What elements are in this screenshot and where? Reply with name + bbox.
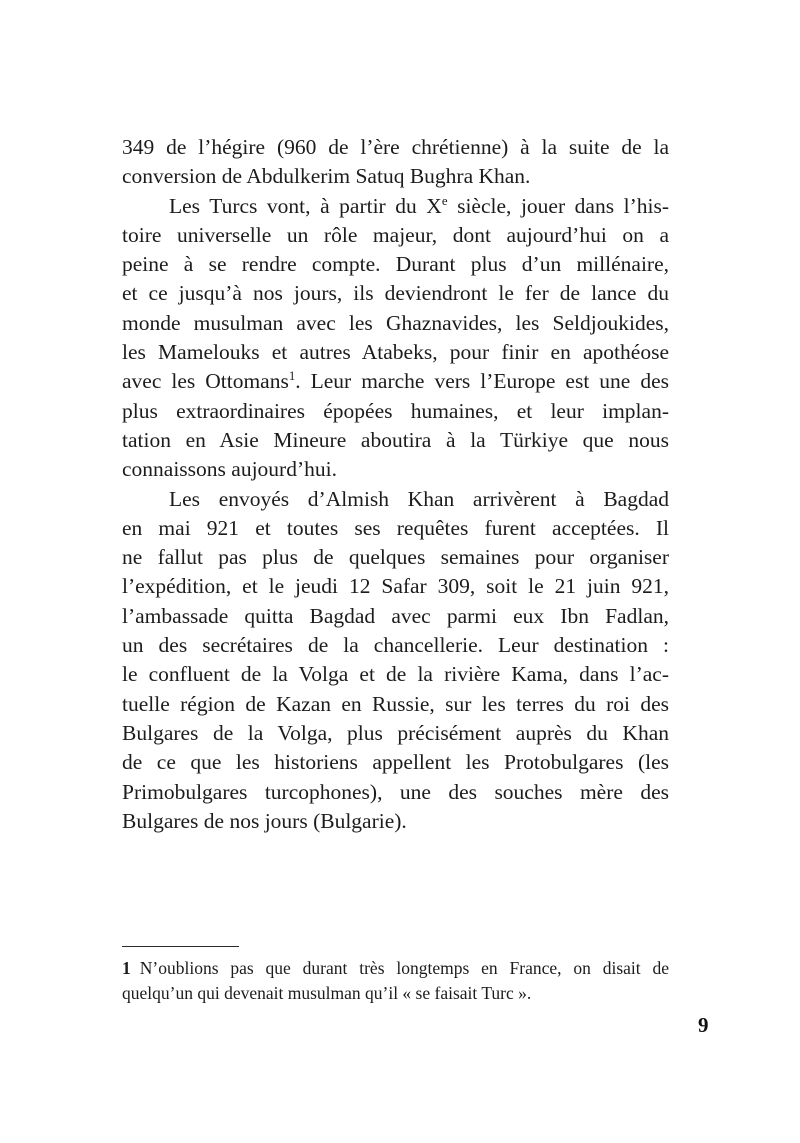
footnote-text-line-1: N’oublions pas que durant très longtemps en France, on disait de (139, 958, 669, 978)
text-line: les Mamelouks et autres Atabeks, pour finir en apothéose (122, 340, 669, 365)
text-line: conversion de Abdulkerim Satuq Bughra Khan. (122, 164, 531, 189)
paragraph (122, 485, 669, 837)
text-line: plus extraordinaires épopées humaines, et leur implan- (122, 398, 669, 423)
text-line: et ce jusqu’à nos jours, ils deviendront le fer de lance du (122, 281, 669, 306)
text-line: Primobulgares turcophones), une des souches mère des (122, 779, 669, 804)
text-line: en mai 921 et toutes ses requêtes furent acceptées. Il (122, 515, 669, 540)
text-line: tation en Asie Mineure aboutira à la Türkiye que nous (122, 427, 669, 452)
footnote-section (122, 946, 669, 1005)
paragraph (122, 192, 669, 485)
footnote-line-1 (122, 956, 669, 981)
text-line: peine à se rendre compte. Durant plus d’un millénaire, (122, 252, 669, 277)
text-line: Les Turcs vont, à partir du Xe siècle, jouer dans l’his- (169, 193, 669, 218)
text-line: monde musulman avec les Ghaznavides, les Seldjoukides, (122, 310, 669, 335)
text-line: connaissons aujourd’hui. (122, 457, 337, 482)
footnote-separator-rule (122, 946, 239, 947)
text-line: Bulgares de la Volga, plus précisément auprès du Khan (122, 720, 669, 745)
text-line: un des secrétaires de la chancellerie. Leur destination : (122, 633, 669, 658)
text-line: l’expédition, et le jeudi 12 Safar 309, soit le 21 juin 921, (122, 574, 669, 599)
text-line: Les envoyés d’Almish Khan arrivèrent à Bagdad (169, 486, 669, 511)
paragraph (122, 133, 669, 192)
body-text (122, 133, 669, 836)
text-line: ne fallut pas plus de quelques semaines pour organiser (122, 545, 669, 570)
footnote-line-2: quelqu’un qui devenait musulman qu’il « se faisait Turc ». (122, 982, 532, 1003)
page-number: 9 (698, 1013, 709, 1037)
text-line: l’ambassade quitta Bagdad avec parmi eux Ibn Fadlan, (122, 603, 669, 628)
text-line: le confluent de la Volga et de la rivière Kama, dans l’ac- (122, 662, 669, 687)
text-line: Bulgares de nos jours (Bulgarie). (122, 808, 407, 833)
text-line: de ce que les historiens appellent les Protobulgares (les (122, 750, 669, 775)
footnote-number: 1 (122, 958, 131, 978)
text-line: 349 de l’hégire (960 de l’ère chrétienne) à la suite de la (122, 135, 669, 159)
text-line: avec les Ottomans$^1$. Leur marche vers l’Europe est une des (122, 369, 669, 394)
text-line: toire universelle un rôle majeur, dont aujourd’hui on a (122, 222, 669, 247)
text-line: tuelle région de Kazan en Russie, sur les terres du roi des (122, 691, 669, 716)
